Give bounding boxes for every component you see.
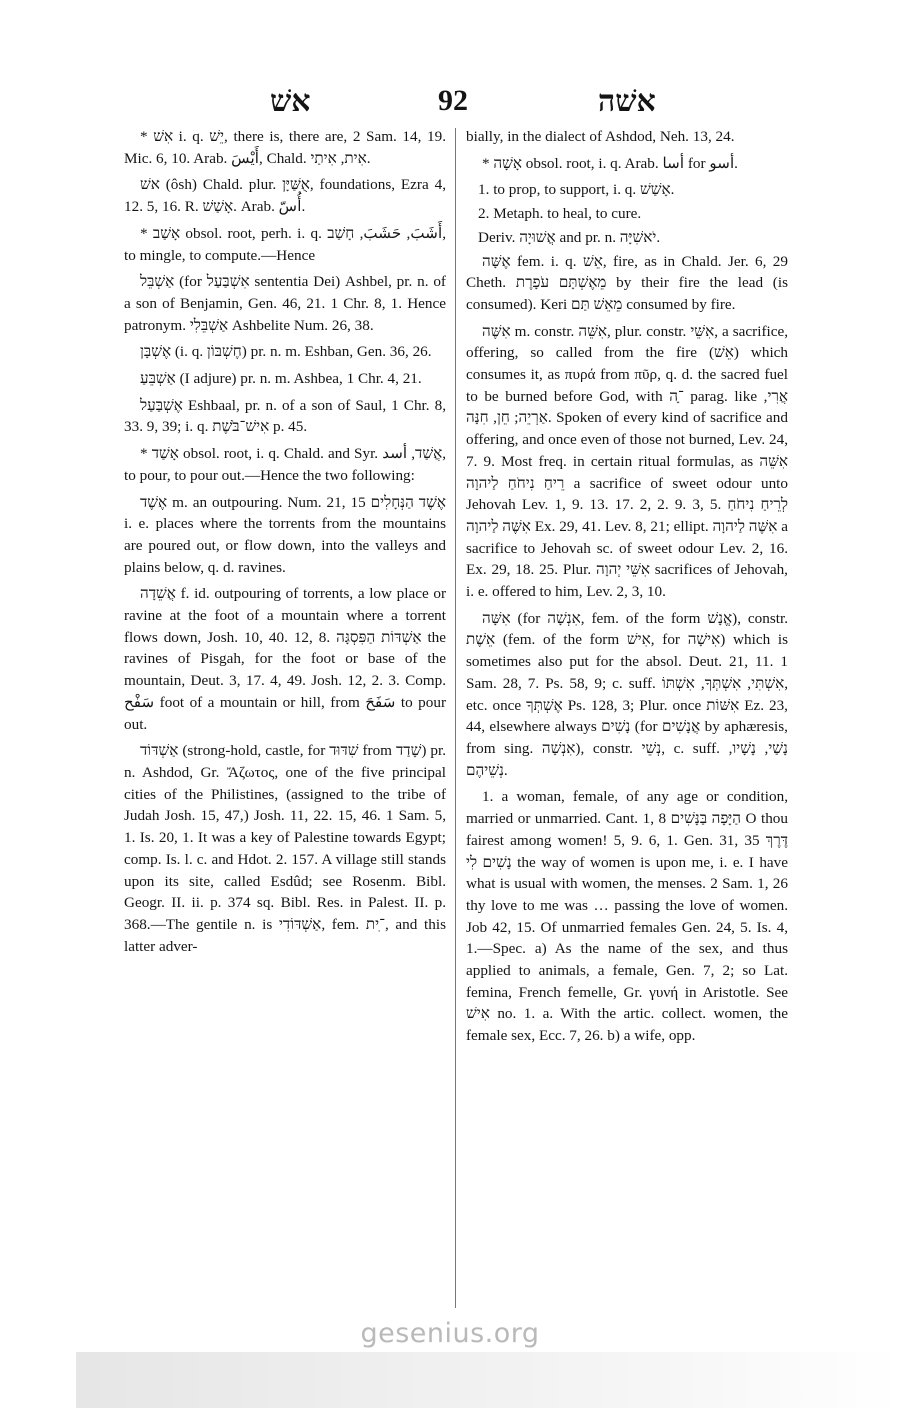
entry-ashdod-continued: bially, in the dialect of Ashdod, Neh. 13, 24. [466, 128, 735, 145]
entry-ashbea: אַשְׁבֵּעַ (I adjure) pr. n. m. Ashbea, 1 Chr. 4, 21. [140, 370, 422, 388]
sense-2-heal: 2. Metaph. to heal, to cure. [478, 205, 642, 223]
entry-isheh-sacrifice: אִשֶּׁה m. constr. אִשֵּׁה, plur. constr. אִשֵּׁי, a sacrifice, offering, so called from the fire (אֵשׁ) which consumes it, as πυρά from πῦρ, q. d. the sacred fuel to be burned before God, with ־ָה parag. like אֲרִי, אַרְיֵה; חֵן, חִנָּה. Spoken of every kind of sacrifice and offering, and once even of those not burned, Lev. 24, 7. 9. Most freq. in certain ritual formulas, as אִשֵּׁה רֵיחַ נִיחֹחַ לַיהוָה a sacrifice of sweet odour unto Jehovah Lev. 1, 9. 13. 17. 2, 2. 9. 3, 5. לְרֵיחַ נִיחֹחַ אִשֶּׁה לַיהוָה Ex. 29, 41. Lev. 8, 21; ellipt. אִשֶּׁה לַיהוָה a sacrifice to Jehovah sc. of sweet odour Lev. 2, 16. Ex. 29, 18. 25. Plur. אִשֵּׁי יְהוָה sacrifices of Jehovah, i. e. offered to him, Lev. 2, 3, 10. [466, 322, 788, 601]
left-column [124, 126, 446, 1312]
entry-ashad: * אָשַׁד obsol. root, i. q. Chald. and Syr. אֲשַׁד, أسد, to pour, to pour out.—Hence the two following: [124, 445, 446, 484]
page-number: 92 [438, 84, 468, 117]
entry-ish: * אִשׁ i. q. יֵשׁ, there is, there are, 2 Sam. 14, 19. Mic. 6, 10. Arab. أَيْسَ, Chald. אִית, אִיתַי. [124, 128, 446, 167]
entry-ashedah: אֲשֵׁדָה f. id. outpouring of torrents, a low place or ravine at the foot of a mountain where a torrent flows down, Josh. 10, 40. 12, 8. אַשְׁדּוֹת הַפִּסְגָּה the ravines of Pisgah, for the foot or base of the mountain, Deut. 3, 17. 4, 49. Josh. 12, 2. 3. Comp. سَفْح foot of a mountain or hill, from سَفَحَ to pour out. [124, 585, 446, 733]
entry-ashab: * אָשַׁב obsol. root, perh. i. q. أَشَبَ, حَشَبَ, חָשַׁב, to mingle, to compute.—Hence [124, 224, 446, 264]
entry-osh: אשׁ (ôsh) Chald. plur. אֻשַּׁיָּן, foundations, Ezra 4, 12. 5, 16. R. אָשַׁשׁ. Arab. أُسّ. [124, 176, 446, 216]
derivatives: Deriv. אֲשׁוּיָה and pr. n. יֹאשִׁיָּה. [478, 228, 661, 246]
entry-eshed: אֶשֶׁד m. an outpouring. Num. 21, 15 אֶשֶׁד הַנְּחָלִים i. e. places where the torrents from the mountains are poured out, or flow down, into the valleys and plains below, q. d. ravines. [124, 493, 446, 576]
page-header [120, 84, 790, 124]
entry-ashah-root: * אָשָׁה obsol. root, i. q. Arab. أسا for أسو. [482, 154, 738, 172]
scan-shadow [76, 1352, 900, 1408]
header-right-word: אשׁה [598, 84, 656, 119]
sense-1-woman: 1. a woman, female, of any age or condition, married or unmarried. Cant. 1, 8 הַיָּפָה בַּנָּשִׁים O thou fairest among women! 5, 9. 6, 1. Gen. 31, 35 דֶּרֶךְ נָשִׁים לִי the way of women is upon me, i. e. I have what is usual with women, the menses. 2 Sam. 1, 26 thy love to me was … passing the love of women. Job 42, 15. Of unmarried females Gen. 24, 5. Is. 4, 1.—Spec. a) As the name of the sex, and thus applied to animals, a female, Gen. 7, 2; so Lat. femina, French femelle, Gr. γυνή in Aristotle. See אִישׁ no. 1. a. With the artic. collect. women, the female sex, Ecc. 7, 26. b) a wife, opp. [466, 788, 788, 1045]
entry-ashbel: אַשְׁבֵּל (for אִשְׁבַּעַל sententia Dei) Ashbel, pr. n. of a son of Benjamin, Gen. 46, 21. 1 Chr. 8, 1. Hence patronym. אַשְׁבֵּלִי Ashbelite Num. 26, 38. [124, 273, 446, 334]
entry-ishah-woman: אִשָּׁה (for אִנְשָׁה, fem. of the form אֱנָשׁ), constr. אֵשֶׁת (fem. of the form אִישׁ, for אִישָׁה) which is sometimes also put for the absol. Deut. 21, 11. 1 Sam. 28, 7. Ps. 58, 9; c. suff. אִשְׁתִּי, אִשְׁתְּךָ, אִשְׁתּוֹ, etc. once אֶשְׁתְּךָ Ps. 128, 3; Plur. once אִשּׁוֹת Ez. 23, 44, elsewhere always נָשִׁים (for אֲנָשִׁים by aphæresis, from sing. אִנְשָׁה), constr. נְשֵׁי, c. suff. נָשַׁי, נָשָׁיו, נְשֵׁיהֶם. [466, 609, 788, 779]
sense-1-prop: 1. to prop, to support, i. q. אָשַׁשׁ. [478, 181, 675, 199]
entry-eshban: אֶשְׁבָּן (i. q. חֶשְׁבּוֹן) pr. n. m. Eshban, Gen. 36, 26. [140, 343, 432, 361]
entry-eshbaal: אֶשְׁבַּעַל Eshbaal, pr. n. of a son of Saul, 1 Chr. 8, 33. 9, 39; i. q. אִישׁ־בֹּשֶׁת p. 45. [124, 396, 446, 436]
watermark-text: gesenius.org [360, 1318, 540, 1349]
header-left-word: אשׁ [270, 84, 311, 119]
right-column [466, 126, 788, 1312]
column-divider [455, 128, 456, 1308]
entry-eshah-fire: אֶשָּׁה fem. i. q. אֵשׁ, fire, as in Chald. Jer. 6, 29 Cheth. מֵאֶשְׁתָּם עֹפָרֶת by their fire the lead (is consumed). Keri מֵאֵשׁ תַּם consumed by fire. [466, 252, 788, 313]
entry-ashdod: אַשְׁדּוֹד (strong-hold, castle, for שִׁדּוּד from שָׁדַד) pr. n. Ashdod, Gr. Ἄζωτος, one of the five principal cities of the Philistines, (assigned to the tribe of Judah Josh. 15, 47,) Josh. 11, 22. 15, 46. 1 Sam. 5, 1. Is. 20, 1. It was a key of Palestine towards Egypt; comp. Is. l. c. and Hdot. 2. 157. A village still stands upon its site, called Esdûd; see Rosenm. Bibl. Geogr. II. ii. p. 374 sq. Bibl. Res. in Palest. II. p. 368.—The gentile n. is אַשְׁדּוֹדִי, fem. ־ִית, and this latter adver- [124, 742, 446, 955]
